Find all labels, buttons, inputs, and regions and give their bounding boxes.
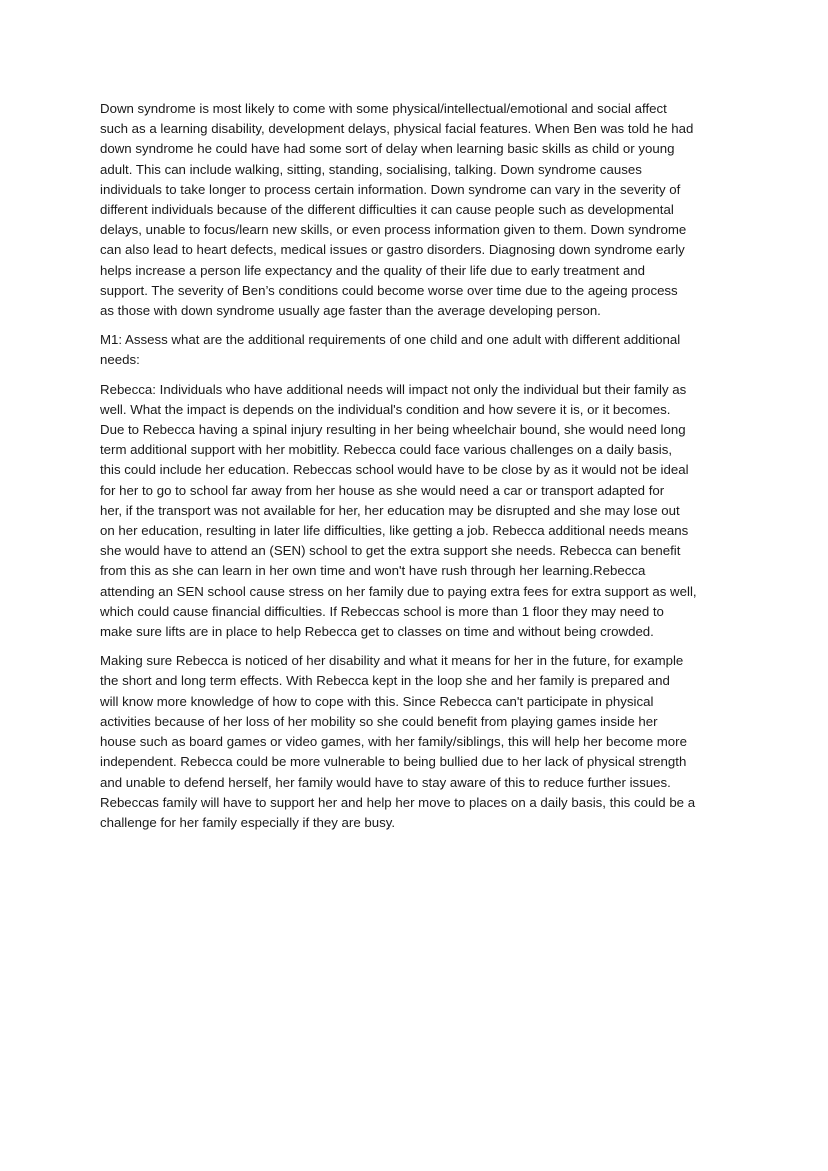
text-line: she would have to attend an (SEN) school to get the extra support she needs. Rebecca can benefit	[100, 543, 681, 559]
text-line: independent. Rebecca could be more vulnerable to being bullied due to her lack of physical strength	[100, 754, 687, 770]
document-body	[100, 99, 732, 842]
text-line: can also lead to heart defects, medical issues or gastro disorders. Diagnosing down syndrome early	[100, 242, 685, 258]
text-line: delays, unable to focus/learn new skills, or even process information given to them. Down syndrome	[100, 222, 687, 238]
paragraph	[100, 380, 732, 643]
text-line: on her education, resulting in later life difficulties, like getting a job. Rebecca additional needs means	[100, 523, 689, 539]
text-line: Down syndrome is most likely to come with some physical/intellectual/emotional and social affect	[100, 101, 667, 116]
text-line: and unable to defend herself, her family would have to stay aware of this to reduce further issues.	[100, 774, 671, 790]
text-line: M1: Assess what are the additional requirements of one child and one adult with different additional	[100, 332, 681, 348]
text-line: as those with down syndrome usually age faster than the average developing person.	[100, 303, 601, 319]
text-line: Rebecca: Individuals who have additional needs will impact not only the individual but their family as	[100, 381, 687, 397]
text-line: the short and long term effects. With Rebecca kept in the loop she and her family is prepared and	[100, 673, 670, 689]
text-line: helps increase a person life expectancy and the quality of their life due to early treatment and	[100, 262, 646, 278]
text-line: Making sure Rebecca is noticed of her disability and what it means for her in the future, for example	[100, 653, 684, 669]
text-line: well. What the impact is depends on the individual's condition and how severe it is, or it becomes.	[100, 401, 671, 417]
text-line: for her to go to school far away from her house as she would need a car or transport adapted for	[100, 482, 665, 498]
text-line: challenge for her family especially if they are busy.	[100, 814, 396, 830]
text-line: down syndrome he could have had some sort of delay when learning basic skills as child or young	[100, 141, 675, 157]
paragraph	[100, 651, 732, 833]
text-line: will know more knowledge of how to cope with this. Since Rebecca can't participate in physical	[100, 693, 654, 709]
text-line: term additional support with her mobitlity. Rebecca could face various challenges on a daily basis,	[100, 442, 673, 458]
text-line: support. The severity of Ben’s conditions could become worse over time due to the ageing process	[100, 282, 678, 298]
text-line: different individuals because of the different difficulties it can cause people such as developmental	[100, 202, 674, 218]
text-line: from this as she can learn in her own time and won't have rush through her learning.Rebecca	[100, 563, 646, 579]
text-line: Due to Rebecca having a spinal injury resulting in her being wheelchair bound, she would need long	[100, 422, 686, 438]
paragraph	[100, 330, 732, 370]
text-line: her, if the transport was not available for her, her education may be disrupted and she may lose out	[100, 502, 680, 518]
text-line: Rebeccas family will have to support her and help her move to places on a daily basis, this could be a	[100, 794, 696, 810]
text-line: individuals to take longer to process certain information. Down syndrome can vary in the severity of	[100, 181, 681, 197]
text-line: this could include her education. Rebeccas school would have to be close by as it would not be ideal	[100, 462, 689, 478]
text-line: needs:	[100, 352, 140, 368]
text-line: activities because of her loss of her mobility so she could benefit from playing games inside her	[100, 713, 658, 729]
text-line: such as a learning disability, development delays, physical facial features. When Ben was told he had	[100, 121, 694, 137]
text-line: which could cause financial difficulties. If Rebeccas school is more than 1 floor they may need to	[100, 603, 664, 619]
text-line: adult. This can include walking, sitting, standing, socialising, talking. Down syndrome causes	[100, 161, 642, 177]
text-line: house such as board games or video games, with her family/siblings, this will help her become more	[100, 734, 687, 750]
text-line: make sure lifts are in place to help Rebecca get to classes on time and without being crowded.	[100, 624, 654, 640]
paragraph	[100, 99, 732, 321]
text-line: attending an SEN school cause stress on her family due to paying extra fees for extra support as well,	[100, 583, 697, 599]
